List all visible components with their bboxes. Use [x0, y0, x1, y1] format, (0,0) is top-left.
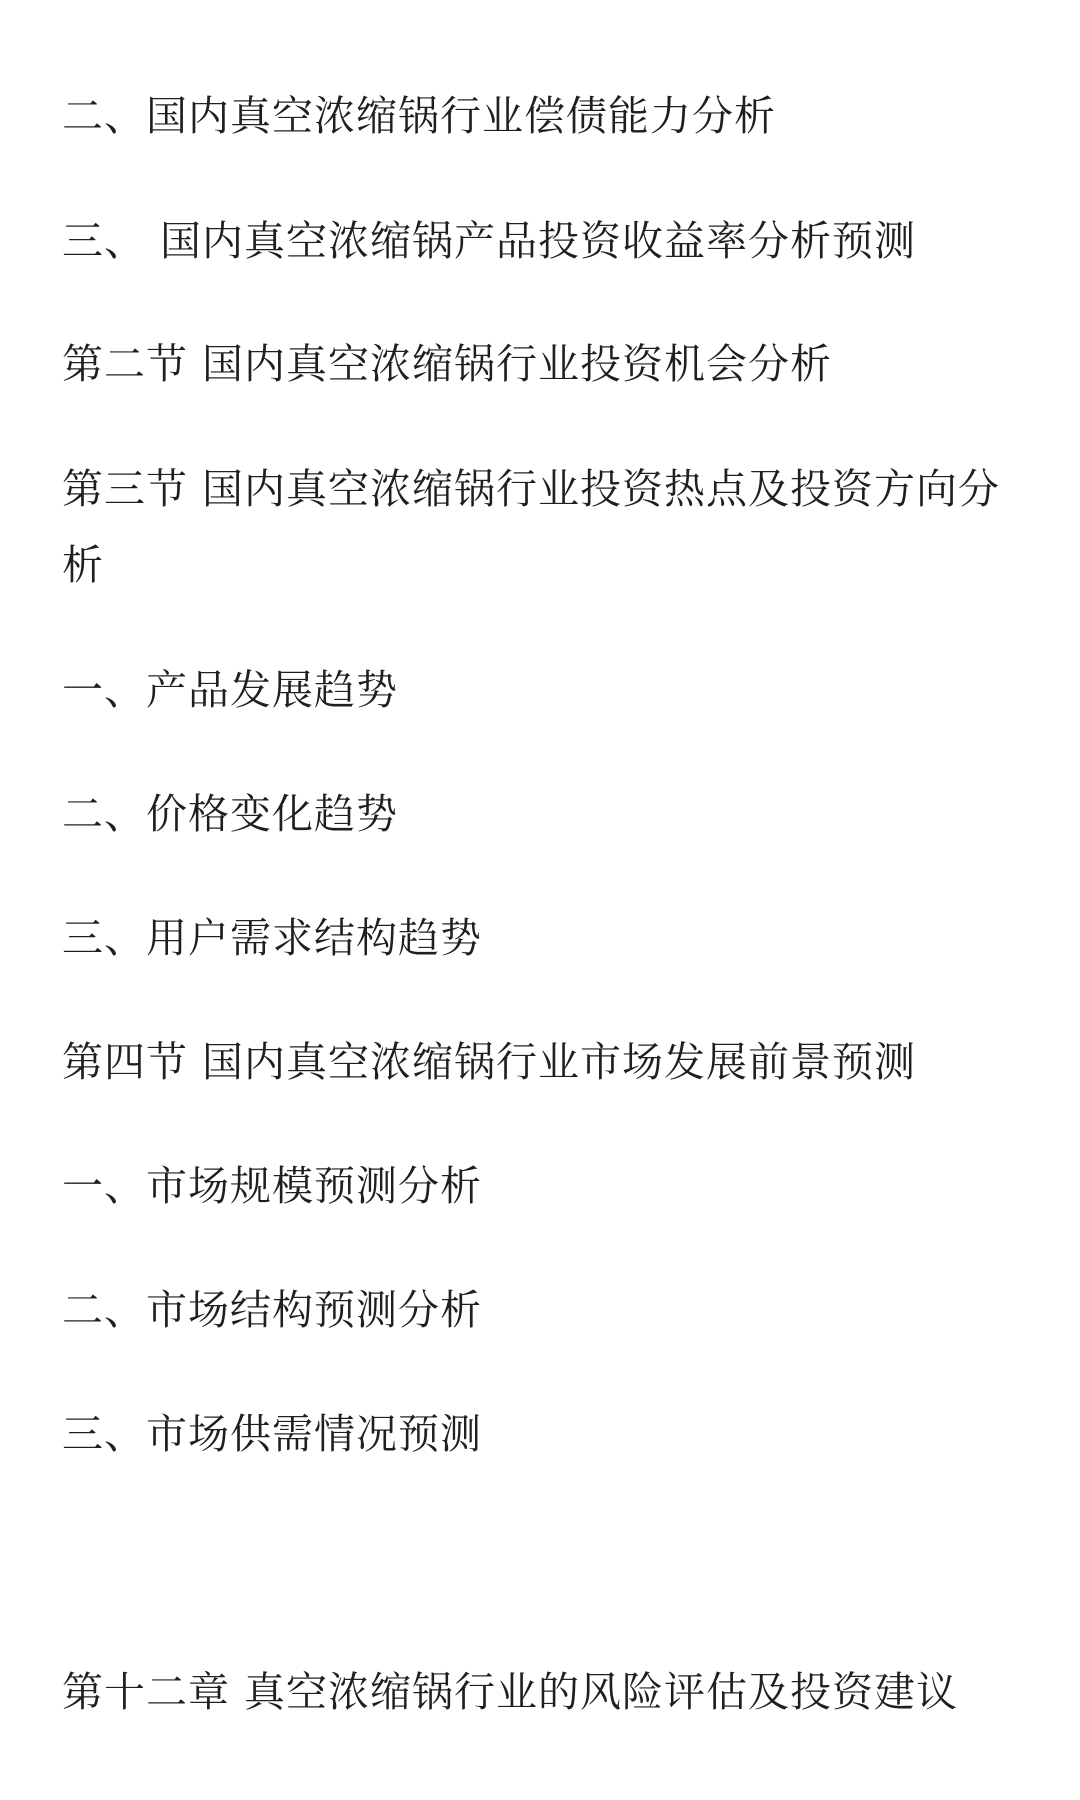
toc-line-section-2: 第二节 国内真空浓缩锅行业投资机会分析 — [62, 340, 833, 388]
toc-line-product-trend: 一、产品发展趋势 — [62, 666, 398, 714]
toc-line-price-trend: 二、价格变化趋势 — [62, 790, 398, 838]
toc-line-return-forecast: 三、 国内真空浓缩锅产品投资收益率分析预测 — [62, 217, 917, 265]
toc-line-debt-capacity: 二、国内真空浓缩锅行业偿债能力分析 — [62, 92, 776, 140]
toc-line-market-structure: 二、市场结构预测分析 — [62, 1286, 482, 1334]
toc-line-section-4: 第四节 国内真空浓缩锅行业市场发展前景预测 — [62, 1038, 917, 1086]
toc-line-chapter-12: 第十二章 真空浓缩锅行业的风险评估及投资建议 — [62, 1668, 959, 1716]
toc-line-demand-trend: 三、用户需求结构趋势 — [62, 914, 482, 962]
toc-line-supply-demand: 三、市场供需情况预测 — [62, 1410, 482, 1458]
toc-line-market-size: 一、市场规模预测分析 — [62, 1162, 482, 1210]
toc-line-section-3: 第三节 国内真空浓缩锅行业投资热点及投资方向分析 — [62, 465, 1001, 589]
